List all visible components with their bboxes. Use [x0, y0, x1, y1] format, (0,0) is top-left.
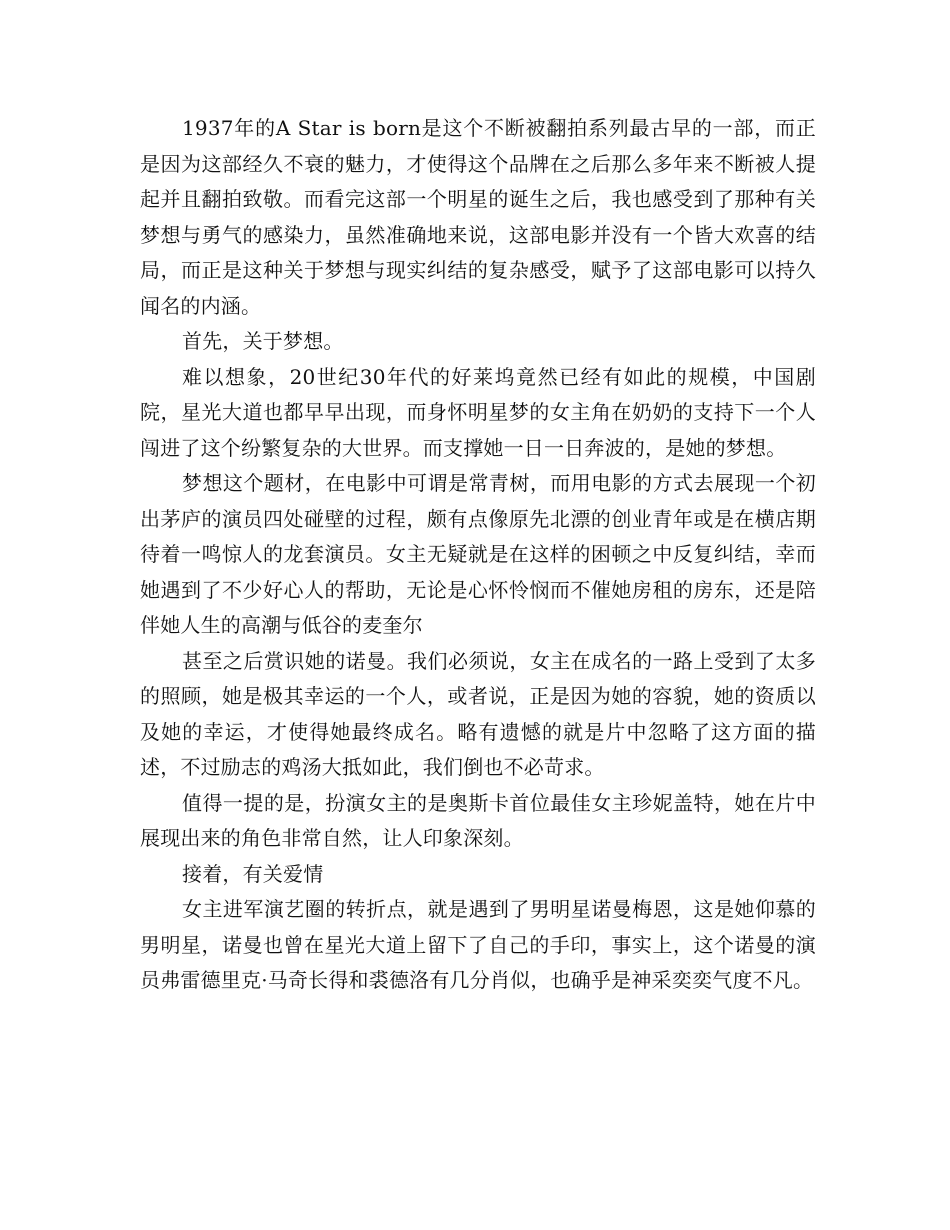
paragraph-heading-dream: 首先，关于梦想。 — [182, 329, 344, 353]
paragraph-intro: 1937年的A Star is born是这个不断被翻拍系列最古早的一部，而正是因为这部经久不衰的魅力，才使得这个品牌在之后那么多年来不断被人提起并且翻拍致敬。而看完这部一个明星的诞生之后，我也感受到了那种有关梦想与勇气的感染力，虽然准确地来说，这部电影并没有一个皆大欢喜的结局，而正是这种关于梦想与现实纠结的复杂感受，赋予了这部电影可以持久闻名的内涵。 — [140, 116, 816, 318]
paragraph-dream-theme: 梦想这个题材，在电影中可谓是常青树，而用电影的方式去展现一个初出茅庐的演员四处碰壁的过程，颇有点像原先北漂的创业青年或是在横店期待着一鸣惊人的龙套演员。女主无疑就是在这样的困顿之中反复纠结，幸而她遇到了不少好心人的帮助，无论是心怀怜悯而不催她房租的房东，还是陪伴她人生的高潮与低谷的麦奎尔 — [140, 471, 816, 637]
paragraph-hollywood: 难以想象，20世纪30年代的好莱坞竟然已经有如此的规模，中国剧院，星光大道也都早早出现，而身怀明星梦的女主角在奶奶的支持下一个人闯进了这个纷繁复杂的大世界。而支撑她一日一日奔波的，是她的梦想。 — [140, 364, 816, 460]
paragraph-actress: 值得一提的是，扮演女主的是奥斯卡首位最佳女主珍妮盖特，她在片中展现出来的角色非常自然，让人印象深刻。 — [140, 790, 816, 850]
paragraph-turning-point: 女主进军演艺圈的转折点，就是遇到了男明星诺曼梅恩，这是她仰慕的男明星，诺曼也曾在星光大道上留下了自己的手印，事实上，这个诺曼的演员弗雷德里克·马奇长得和裘德洛有几分肖似，也确乎是神采奕奕气度不凡。 — [140, 897, 816, 992]
paragraph-norman: 甚至之后赏识她的诺曼。我们必须说，女主在成名的一路上受到了太多的照顾，她是极其幸运的一个人，或者说，正是因为她的容貌，她的资质以及她的幸运，才使得她最终成名。略有遗憾的就是片中忽略了这方面的描述，不过励志的鸡汤大抵如此，我们倒也不必苛求。 — [140, 648, 816, 779]
paragraph-heading-love: 接着，有关爱情 — [182, 861, 324, 886]
document-body — [140, 111, 816, 999]
